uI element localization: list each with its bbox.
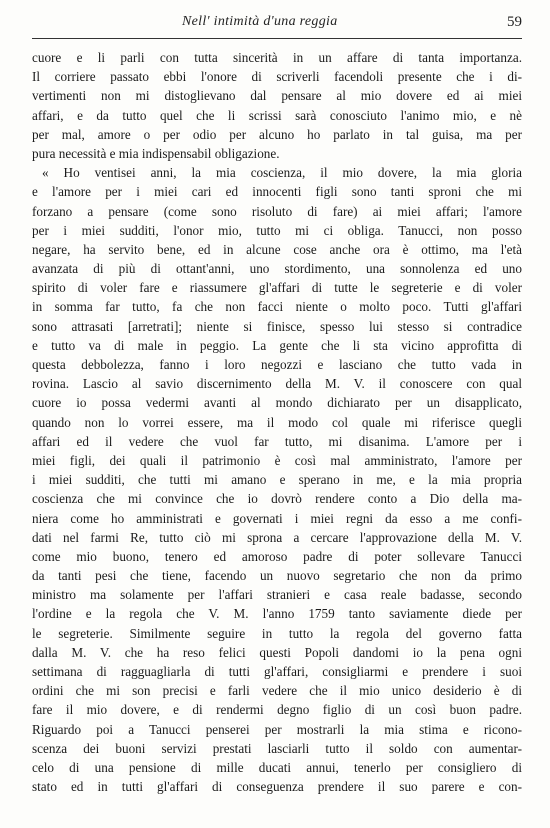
text-line: fare il mio dovere, e di rendermi degno figlio di un così buon padre. bbox=[32, 702, 522, 718]
header-rule bbox=[32, 38, 522, 39]
text-line: « Ho ventisei anni, la mia coscienza, il mio dovere, la mia gloria bbox=[42, 165, 522, 181]
page-header bbox=[32, 12, 522, 38]
text-line: affari, e da tutto quel che li scrissi sarà conosciuto l'animo mio, e nè bbox=[32, 107, 522, 123]
text-line: e tutto va di male in peggio. La gente che li sta vicino approfitta di bbox=[32, 337, 522, 353]
text-line: dalla M. V. che ha reso felici questi Popoli dandomi io la pena ogni bbox=[32, 644, 522, 660]
text-line: questa debbolezza, fanno i loro negozzi e lasciano che tutto vada in bbox=[32, 357, 522, 372]
text-line: rovina. Lascio al savio discernimento della M. V. il conoscere con qual bbox=[32, 376, 522, 392]
text-line: spirito di voler fare e riassumere gl'affari di tutte le segreterie e di voler bbox=[32, 280, 522, 296]
body-text bbox=[32, 48, 522, 796]
text-line: e l'amore per i miei cari ed innocenti figli sono tanti sproni che mi bbox=[32, 184, 522, 200]
text-line: cuore e li parli con tutta sincerità in un affare di tanta importanza. bbox=[32, 50, 522, 65]
text-line: vertimenti non mi distoglievano dal pensare al mio dovere ed ai miei bbox=[32, 88, 522, 104]
page-number: 59 bbox=[507, 14, 522, 30]
text-line: negare, ha servito bene, ed in alcune cose anche ora è ottimo, ma l'età bbox=[32, 241, 522, 257]
text-line: ministro ma solamente per l'affari stranieri e casa reale badasse, secondo bbox=[32, 587, 522, 603]
text-line: stato ed in tutti gl'affari di conseguenza prendere il suo parere e con- bbox=[32, 779, 522, 795]
text-line: quando non lo vorrei essere, ma il modo col quale mi riferisce quegli bbox=[32, 414, 522, 430]
text-line: settimana di ragguagliarla di tutti gl'affari, consigliarmi e prendere i suoi bbox=[32, 664, 522, 679]
text-line: da tanti pesi che tiene, facendo un nuovo segretario che non da primo bbox=[32, 568, 522, 584]
text-line: per i miei sudditi, l'onor mio, tutto mi ci obliga. Tanucci, non posso bbox=[32, 222, 522, 238]
text-line: i miei sudditi, che tutti mi amano e sperano in me, e la mia propria bbox=[32, 472, 522, 488]
text-line: sono attrasati [arretrati]; niente si finisce, spesso lui stesso si contradice bbox=[32, 318, 522, 334]
text-line: avanzata di più di ottant'anni, uno stordimento, una sonnolenza ed uno bbox=[32, 261, 522, 277]
running-title: Nell' intimità d'una reggia bbox=[182, 14, 338, 29]
text-line: forzano a pensare (come sono risoluto di fare) ai miei affari; l'amore bbox=[32, 203, 522, 219]
text-line: l'ordine e la regola che V. M. l'anno 1759 tanto saviamente diede per bbox=[32, 606, 522, 622]
text-line: niera come ho amministrati e governati i miei regni da esso a me confi- bbox=[32, 510, 522, 526]
text-line: coscienza che mi convince che io dovrò rendere conto a Dio della ma- bbox=[32, 491, 522, 507]
text-line: celo di una pensione di mille ducati annui, tenerlo per consigliero di bbox=[32, 759, 522, 775]
text-line: Riguardo poi a Tanucci penserei per mostrarli la mia stima e ricono- bbox=[32, 721, 522, 737]
text-line: Il corriere passato ebbi l'onore di scriverli facendoli presente che i di- bbox=[32, 69, 522, 85]
text-line: miei figli, dei quali il patrimonio è così mal amministrato, l'amore per bbox=[32, 452, 522, 468]
text-line: pura necessità e mia indispensabil obligazione. bbox=[32, 145, 280, 161]
text-line: in somma far tutto, fa che non facci niente o molto poco. Tutti gl'affari bbox=[32, 299, 522, 315]
text-line: scenza dei buoni servizi prestati lasciarli tutto il soldo con aumentar- bbox=[32, 740, 522, 756]
text-line: affari ed il vedere che vuol far tutto, mi disanima. L'amore per i bbox=[32, 433, 522, 449]
text-line: cuore io possa vedermi avanti al mondo dichiarato per un disapplicato, bbox=[32, 395, 522, 411]
text-line: dati nel farmi Re, tutto ciò mi sprona a cercare l'approvazione della M. V. bbox=[32, 529, 522, 545]
text-line: le segreterie. Similmente seguire in tutto la regola del governo fatta bbox=[32, 625, 522, 641]
text-line: ordini che mi son precisi e farli vedere che il mio unico desiderio è di bbox=[32, 683, 522, 699]
text-line: per mal, amore o per odio per alcuno ho parlato in tal guisa, ma per bbox=[32, 126, 522, 142]
text-line: come mio buono, tenero ed amoroso padre di poter sollevare Tanucci bbox=[32, 548, 522, 564]
